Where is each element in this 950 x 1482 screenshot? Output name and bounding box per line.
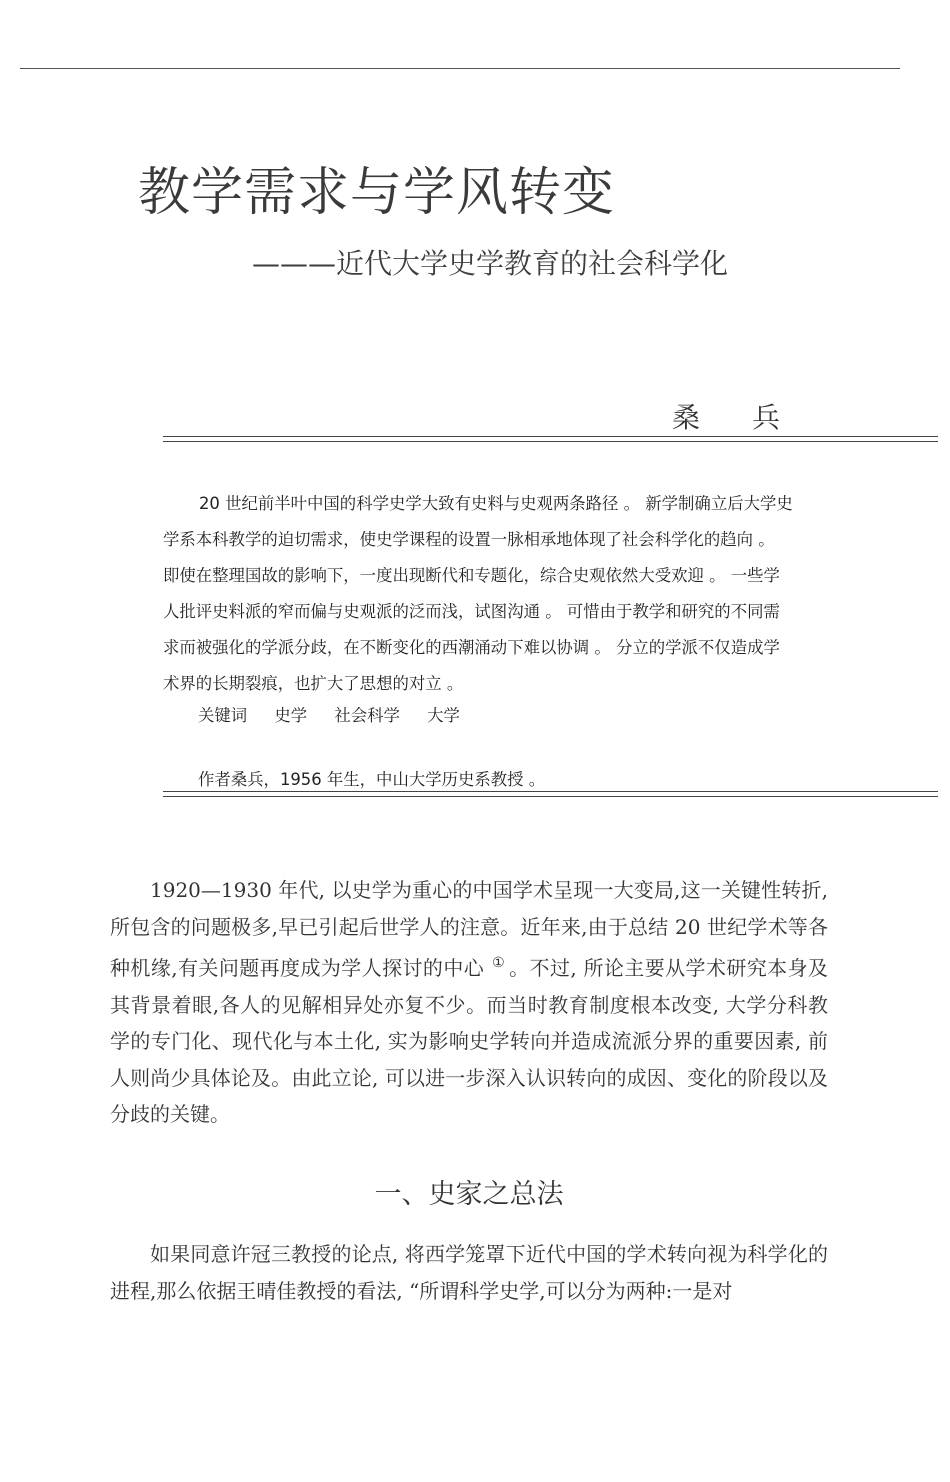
body-paragraph-1	[110, 872, 828, 1133]
section-heading: 一、史家之总法	[374, 1179, 564, 1210]
body-paragraph-2	[110, 1236, 828, 1309]
abstract-bottom-rule	[163, 791, 938, 797]
author-name: 桑兵	[672, 401, 833, 434]
para1-text-a: 1920—1930 年代, 以史学为重心的中国学术呈现一大变局,这一关键性转折,所包含的问题极多,早已引起后世学人的注意。近年来,由于总结 20 世纪学术等各种机缘,有关问题再度成为学人探讨的中心	[110, 878, 828, 980]
abstract-text: 20 世纪前半叶中国的科学史学大致有史料与史观两条路径 。 新学制确立后大学史学系本科教学的迫切需求，使史学课程的设置一脉相承地体现了社会科学化的趋向 。 即使在整理国故的影响下，一度出现断代和专题化，综合史观依然大受欢迎 。 一些学人批评史料派的窄而偏与史观派的泛而浅，试图沟通 。 可惜由于教学和研究的不同需求而被强化的学派分歧，在不断变化的西潮涌动下难以协调 。 分立的学派不仅造成学术界的长期裂痕，也扩大了思想的对立 。	[163, 494, 793, 693]
keyword-item: 社会科学	[334, 706, 400, 725]
para1-text-b: 。不过, 所论主要从学术研究本身及其背景着眼,各人的见解相异处亦复不少。而当时教育制度根本改变, 大学分科教学的专门化、现代化与本土化, 实为影响史学转向并造成流派分界的重要因素, 前人则尚少具体论及。由此立论, 可以进一步深入认识转向的成因、变化的阶段以及分歧的关键。	[110, 956, 828, 1126]
keywords	[198, 702, 482, 726]
abstract-top-rule	[163, 436, 938, 442]
keywords-label: 关键词	[198, 706, 248, 725]
author-note: 作者桑兵，1956 年生，中山大学历史系教授 。	[198, 770, 546, 789]
keyword-item: 大学	[427, 706, 460, 725]
footnote-marker[interactable]: ①	[492, 955, 506, 971]
top-rule	[20, 68, 900, 69]
para2-text: 如果同意许冠三教授的论点, 将西学笼罩下近代中国的学术转向视为科学化的进程,那么依据王晴佳教授的看法, “所谓科学史学,可以分为两种:一是对	[110, 1242, 828, 1303]
abstract	[163, 486, 793, 702]
article-title: 教学需求与学风转变	[138, 163, 616, 223]
article-subtitle: ———近代大学史学教育的社会科学化	[252, 247, 729, 280]
keyword-item: 史学	[274, 706, 308, 725]
